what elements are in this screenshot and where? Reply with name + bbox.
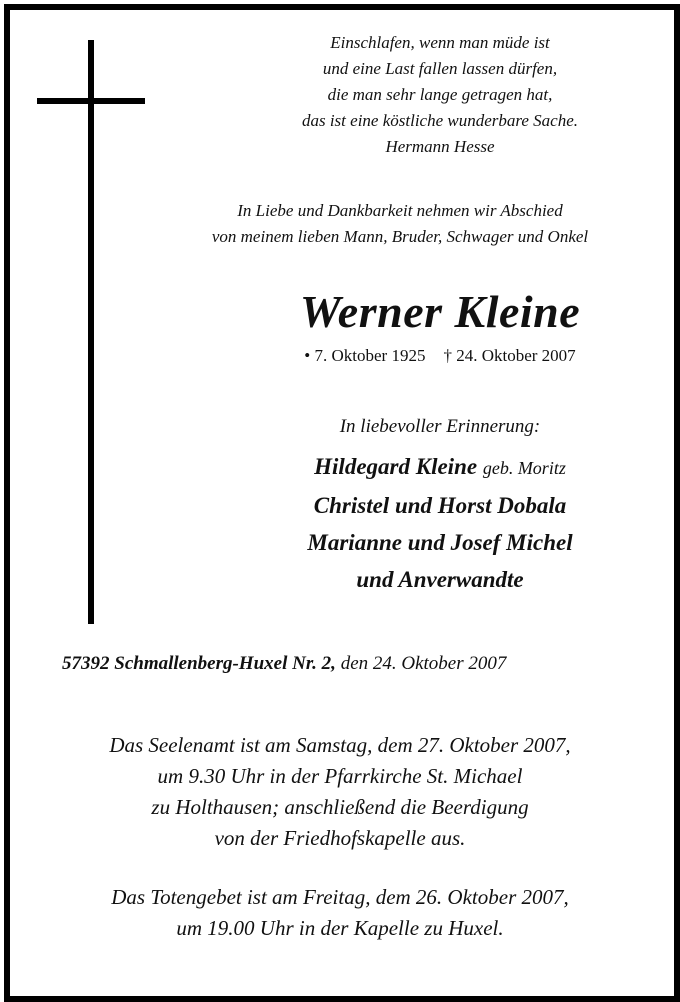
prayer-line: um 19.00 Uhr in der Kapelle zu Huxel.	[176, 916, 504, 940]
quote-block	[250, 30, 630, 160]
mourner: und Anverwandte	[356, 567, 524, 592]
intro-line: In Liebe und Dankbarkeit nehmen wir Abschied	[237, 201, 563, 220]
service-line: von der Friedhofskapelle aus.	[214, 826, 466, 850]
intro-line: von meinem lieben Mann, Bruder, Schwager und Onkel	[211, 227, 589, 246]
cross-icon	[88, 40, 94, 624]
address-place: 57392 Schmallenberg-Huxel Nr. 2,	[62, 653, 336, 674]
mourner: Hildegard Kleine geb. Moritz	[314, 454, 566, 479]
quote-line: die man sehr lange getragen hat,	[327, 85, 553, 104]
memorial-heading: In liebevoller Erinnerung:	[339, 416, 541, 437]
quote-line: und eine Last fallen lassen dürfen,	[322, 59, 558, 78]
address-line	[62, 650, 506, 678]
service-line: um 9.30 Uhr in der Pfarrkirche St. Michael	[157, 764, 523, 788]
deceased-name: Werner Kleine	[299, 286, 581, 337]
service-info	[40, 730, 640, 854]
quote-line: Einschlafen, wenn man müde ist	[330, 33, 550, 52]
address-date: den 24. Oktober 2007	[340, 653, 507, 674]
mourner: Marianne und Josef Michel	[307, 530, 573, 555]
mourners-list	[200, 448, 680, 598]
service-line: zu Holthausen; anschließend die Beerdigung	[151, 795, 529, 819]
service-line: Das Seelenamt ist am Samstag, dem 27. Oktober 2007,	[109, 733, 571, 757]
quote-line: das ist eine köstliche wunderbare Sache.	[301, 111, 579, 130]
quote-author: Hermann Hesse	[385, 137, 495, 156]
cross-icon-bar	[37, 98, 145, 104]
death-date: † 24. Oktober 2007	[443, 346, 576, 365]
birth-date: • 7. Oktober 1925	[304, 346, 426, 365]
farewell-intro	[150, 198, 650, 250]
life-dates	[255, 344, 625, 368]
prayer-info	[40, 882, 640, 944]
prayer-line: Das Totengebet ist am Freitag, dem 26. Oktober 2007,	[111, 885, 569, 909]
mourner: Christel und Horst Dobala	[313, 493, 567, 518]
maiden-name: geb. Moritz	[482, 458, 566, 478]
